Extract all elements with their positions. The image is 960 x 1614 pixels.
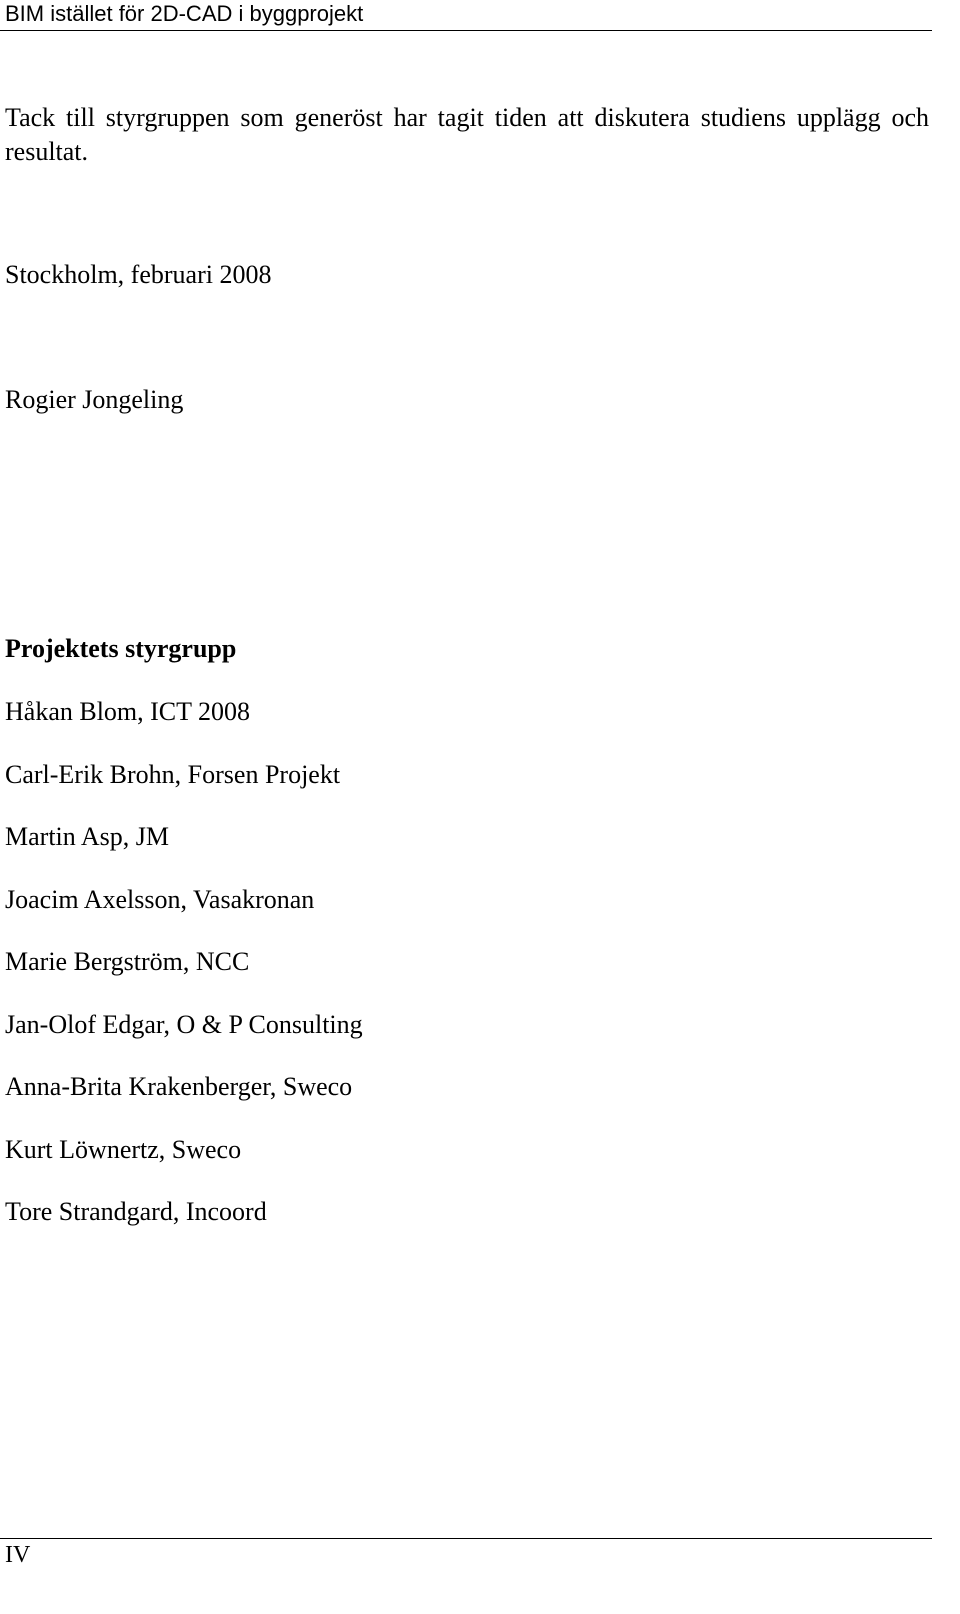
steering-group-member: Anna-Brita Krakenberger, Sweco <box>5 1072 353 1101</box>
steering-group-member: Martin Asp, JM <box>5 822 169 851</box>
steering-group-heading: Projektets styrgrupp <box>5 634 237 663</box>
header-divider <box>0 30 932 31</box>
steering-group-member: Carl-Erik Brohn, Forsen Projekt <box>5 759 341 789</box>
steering-group-member: Kurt Löwnertz, Sweco <box>5 1134 242 1164</box>
steering-group-member: Jan-Olof Edgar, O & P Consulting <box>5 1009 363 1039</box>
steering-group-member: Tore Strandgard, Incoord <box>5 1197 267 1226</box>
author-name: Rogier Jongeling <box>5 385 184 414</box>
footer-divider <box>0 1538 932 1539</box>
page-number: IV <box>5 1542 31 1568</box>
steering-group-member: Håkan Blom, ICT 2008 <box>5 697 251 726</box>
acknowledgement-paragraph: Tack till styrgruppen som generöst har tagit tiden att diskutera studiens upplägg och resultat. <box>5 103 929 166</box>
steering-group-list <box>5 695 363 1258</box>
steering-group-member: Marie Bergström, NCC <box>5 947 250 976</box>
steering-group-member: Joacim Axelsson, Vasakronan <box>5 884 315 914</box>
place-date: Stockholm, februari 2008 <box>5 260 272 289</box>
running-header: BIM istället för 2D-CAD i byggprojekt <box>5 1 364 26</box>
